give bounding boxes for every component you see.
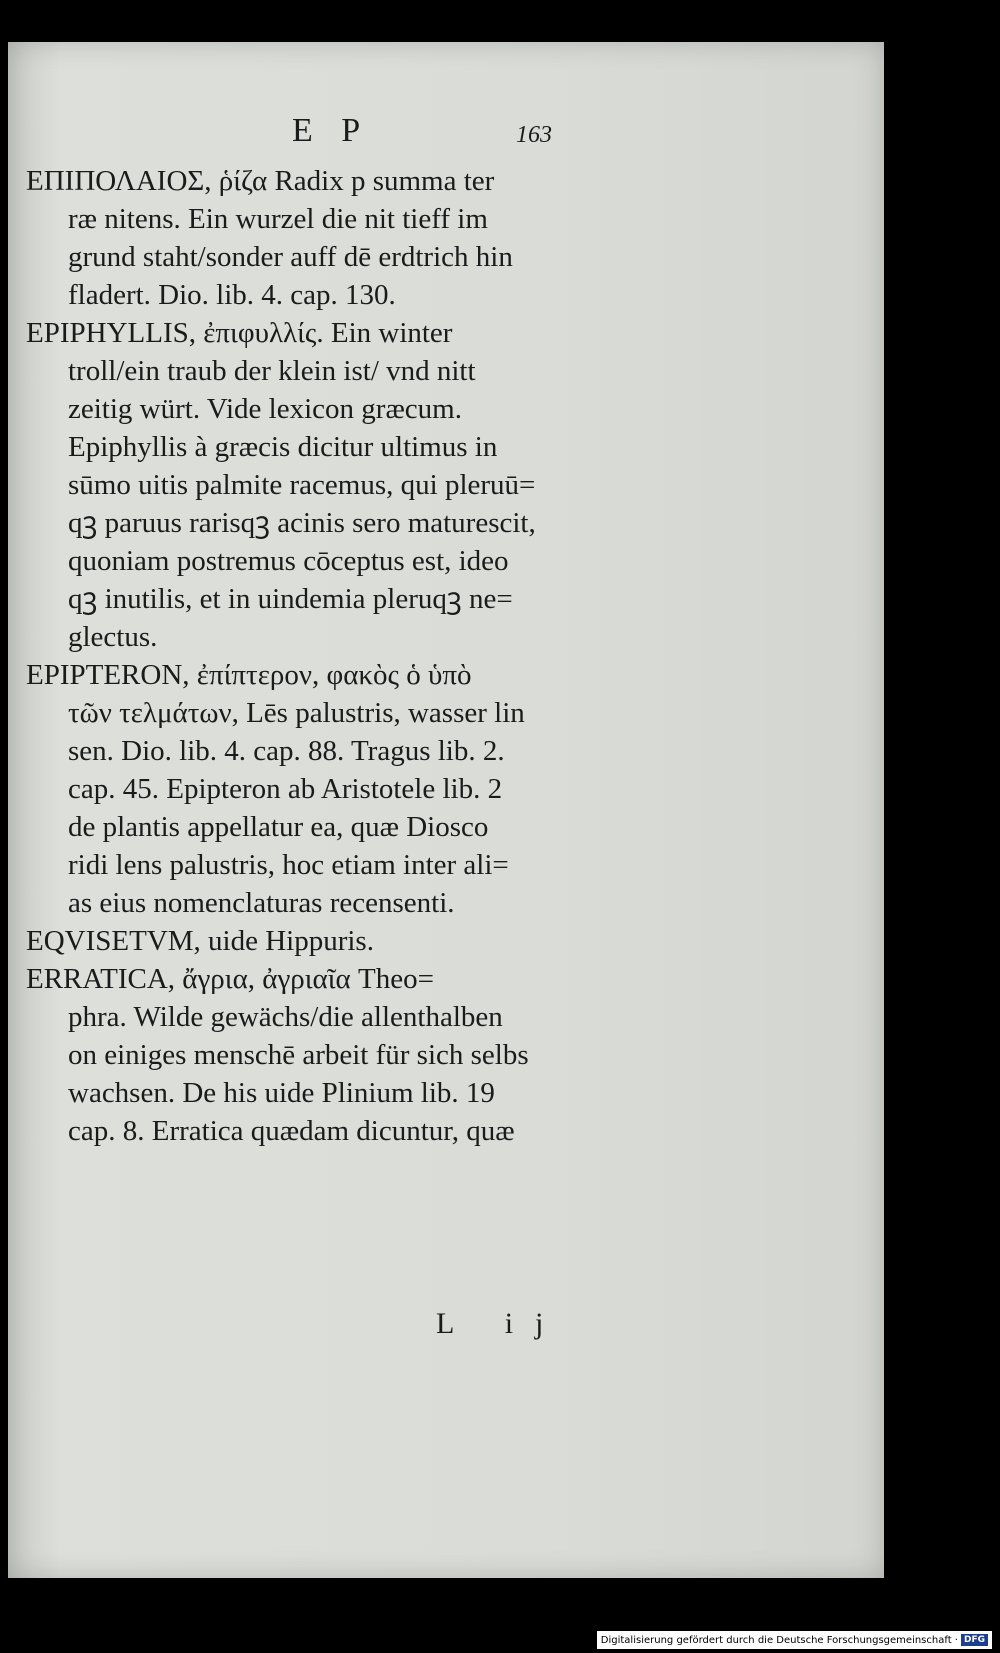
entry-line: sen. Dio. lib. 4. cap. 88. Tragus lib. 2. xyxy=(68,735,505,767)
entry-line: glectus. xyxy=(68,621,158,653)
dictionary-entry-epiphyllis xyxy=(16,314,631,656)
entry-headline: ERRATICA, ἄγρια, ἀγριαῖα Theo= xyxy=(26,963,434,995)
folio-number: 163 xyxy=(516,122,552,148)
entry-line: de plantis appellatur ea, quæ Diosco xyxy=(68,811,489,843)
book-page xyxy=(8,42,884,1578)
entry-headline: ΕΠΙΠΟΛΑΙΟΣ, ῥίζα Radix p summa ter xyxy=(26,165,495,197)
entry-line: quoniam postremus cōceptus est, ideo xyxy=(68,545,509,577)
page-text-block xyxy=(16,112,631,1340)
entry-line: fladert. Dio. lib. 4. cap. 130. xyxy=(68,279,396,311)
entry-line: on einiges menschē arbeit für sich selbs xyxy=(68,1039,529,1071)
entry-headline: EPIPTERON, ἐπίπτερον, φακὸς ὁ ὑπὸ xyxy=(26,659,472,691)
entry-line: Epiphyllis à græcis dicitur ultimus in xyxy=(68,431,498,463)
running-head xyxy=(16,112,631,162)
entry-line: wachsen. De his uide Plinium lib. 19 xyxy=(68,1077,495,1109)
entry-line: troll/ein traub der klein ist/ vnd nitt xyxy=(68,355,476,387)
dfg-logo: DFG xyxy=(961,1634,988,1646)
entry-line: τῶν τελμάτων, Lēs palustris, wasser lin xyxy=(68,697,525,729)
signature-mark: L ij xyxy=(436,1307,566,1340)
dictionary-entry-equisetum xyxy=(16,922,631,960)
entry-line: qꝫ inutilis, et in uindemia pleruqꝫ ne= xyxy=(68,583,513,615)
entry-line: phra. Wilde gewächs/die allenthalben xyxy=(68,1001,503,1033)
entry-line: zeitig würt. Vide lexicon græcum. xyxy=(68,393,462,425)
entry-headline: EQVISETVM, uide Hippuris. xyxy=(26,925,374,957)
dictionary-entry-epipteron xyxy=(16,656,631,922)
entry-line: ræ nitens. Ein wurzel die nit tieff im xyxy=(68,203,488,235)
entry-line: qꝫ paruus rarisqꝫ acinis sero maturescit, xyxy=(68,507,536,539)
dictionary-entry-epipolaios xyxy=(16,162,631,314)
credit-text: Digitalisierung gefördert durch die Deutsche Forschungsgemeinschaft · xyxy=(600,1634,958,1646)
entry-line: as eius nomenclaturas recensenti. xyxy=(68,887,455,919)
entry-line: ridi lens palustris, hoc etiam inter ali= xyxy=(68,849,509,881)
entry-line: sūmo uitis palmite racemus, qui pleruū= xyxy=(68,469,536,501)
running-head-letters: E P xyxy=(292,112,371,149)
entry-line: cap. 45. Epipteron ab Aristotele lib. 2 xyxy=(68,773,503,805)
dictionary-entry-erratica xyxy=(16,960,631,1150)
entry-headline: EPIPHYLLIS, ἐπιφυλλίς. Ein winter xyxy=(26,317,453,349)
digitization-credit xyxy=(597,1631,992,1649)
entry-line: grund staht/sonder auff dē erdtrich hin xyxy=(68,241,513,273)
entry-line: cap. 8. Erratica quædam dicuntur, quæ xyxy=(68,1115,515,1147)
